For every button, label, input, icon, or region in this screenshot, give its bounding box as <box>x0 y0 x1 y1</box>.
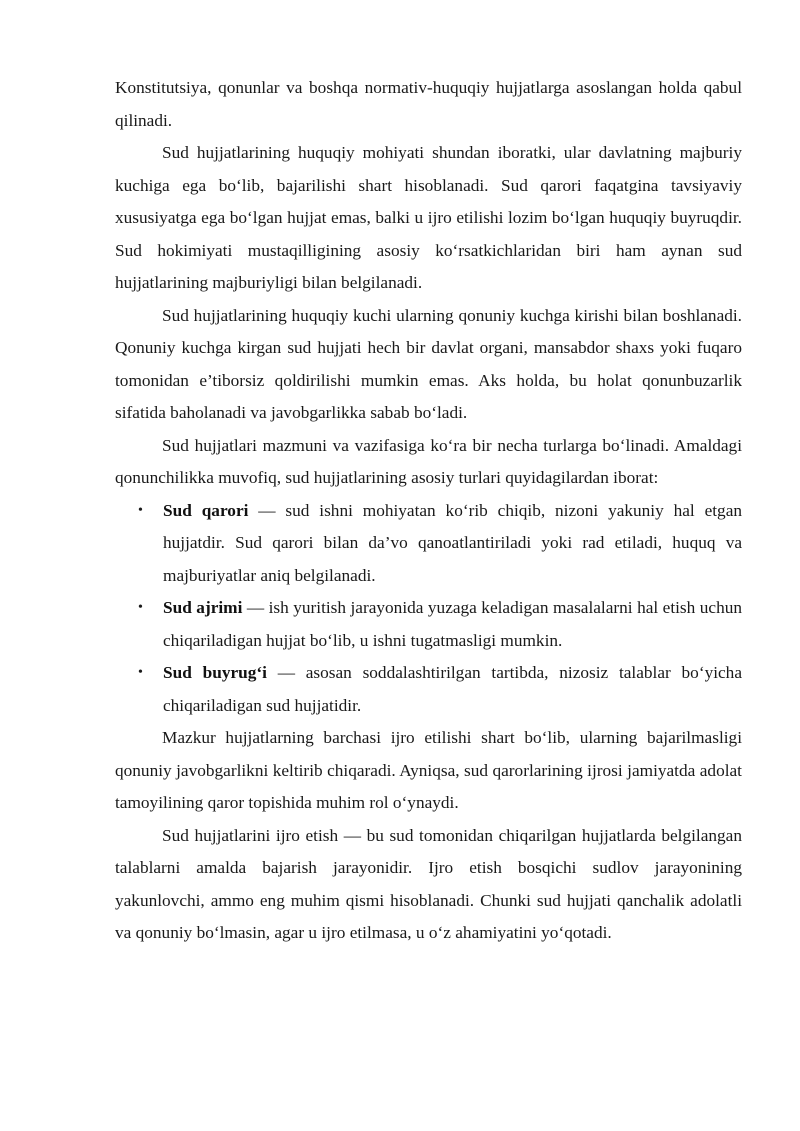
paragraph-continuation: Konstitutsiya, qonunlar va boshqa normativ-huquqiy hujjatlarga asoslangan holda qabul qilinadi. <box>115 78 742 130</box>
list-item <box>115 495 742 593</box>
document-page <box>115 72 742 950</box>
paragraph-legal-force: Sud hujjatlarining huquqiy kuchi ularning qonuniy kuchga kirishi bilan boshlanadi. Qonuniy kuchga kirgan sud hujjati hech bir davlat organi, mansabdor shaxs yoki fuqaro tomonidan e’tiborsiz qoldirilishi mumkin emas. Aks holda, bu holat qonunbuzarlik sifatida baholanadi va javobgarlikka sabab bo‘ladi. <box>115 305 742 422</box>
list-item <box>115 657 742 722</box>
list-item-term: Sud ajrimi <box>163 598 243 617</box>
paragraph-legal-essence: Sud hujjatlarining huquqiy mohiyati shundan iboratki, ular davlatning majburiy kuchiga ega bo‘lib, bajarilishi shart hisoblanadi. Sud qarori faqatgina tavsiyaviy xususiyatga ega bo‘lgan hujjat emas, balki u ijro etilishi lozim bo‘lgan huquqiy buyruqdir. Sud hokimiyati mustaqilligining asosiy ko‘rsatkichlaridan biri ham aynan sud hujjatlarining majburiyligi bilan belgilanadi. <box>115 143 742 292</box>
list-item-term: Sud buyrug‘i <box>163 663 267 682</box>
bullet-icon: • <box>138 600 143 615</box>
bullet-icon: • <box>138 502 143 518</box>
list-item-text: — sud ishni mohiyatan ko‘rib chiqib, nizoni yakuniy hal etgan hujjatdir. Sud qarori bilan da’vo qanoatlantiriladi yoki rad etiladi, huquq va majburiyatlar aniq belgilanadi. <box>163 500 743 585</box>
list-item-text: — asosan soddalashtirilgan tartibda, nizosiz talablar bo‘yicha chiqariladigan sud hujjatidir. <box>163 663 742 715</box>
court-document-types-list <box>115 495 742 723</box>
paragraph-types-intro: Sud hujjatlari mazmuni va vazifasiga ko‘ra bir necha turlarga bo‘linadi. Amaldagi qonunchilikka muvofiq, sud hujjatlarining asosiy turlari quyidagilardan iborat: <box>115 435 742 487</box>
list-item <box>115 592 742 657</box>
bullet-icon: • <box>138 665 143 680</box>
paragraph-enforcement-obligation: Mazkur hujjatlarning barchasi ijro etilishi shart bo‘lib, ularning bajarilmasligi qonuniy javobgarlikni keltirib chiqaradi. Ayniqsa, sud qarorlarining ijrosi jamiyatda adolat tamoyilining qaror topishida muhim rol o‘ynaydi. <box>115 728 742 812</box>
list-item-text: — ish yuritish jarayonida yuzaga keladigan masalalarni hal etish uchun chiqariladigan hujjat bo‘lib, u ishni tugatmasligi mumkin. <box>163 598 742 650</box>
list-item-term: Sud qarori <box>163 500 249 520</box>
paragraph-execution: Sud hujjatlarini ijro etish — bu sud tomonidan chiqarilgan hujjatlarda belgilangan talablarni amalda bajarish jarayonidir. Ijro etish bosqichi sudlov jarayonining yakunlovchi, ammo eng muhim qismi hisoblanadi. Chunki sud hujjati qanchalik adolatli va qonuniy bo‘lmasin, agar u ijro etilmasa, u o‘z ahamiyatini yo‘qotadi. <box>115 825 742 942</box>
